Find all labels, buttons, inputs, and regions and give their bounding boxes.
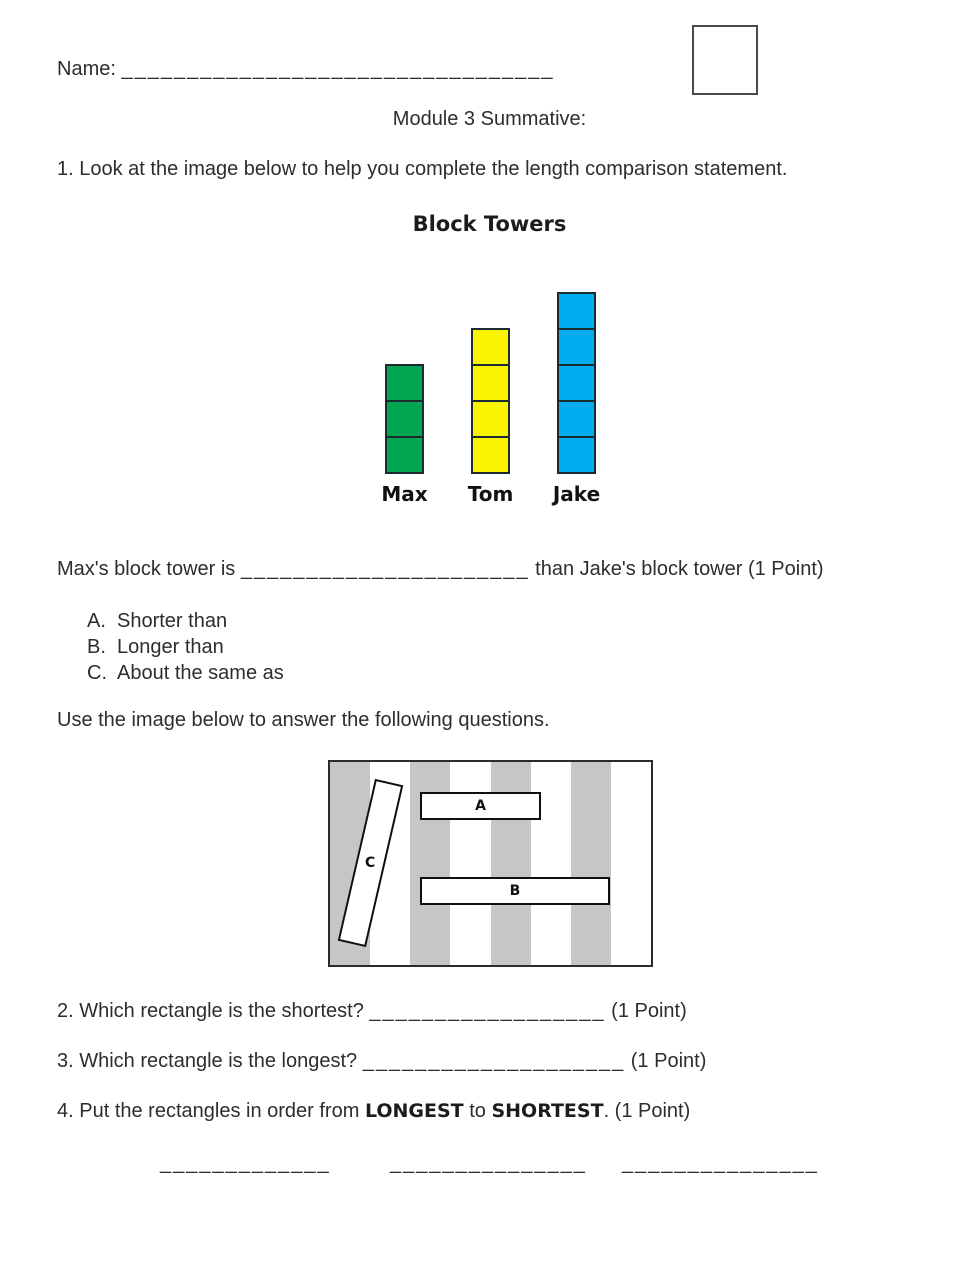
- tower-block: [471, 436, 510, 474]
- name-row: [57, 57, 555, 81]
- q2-line: [57, 999, 687, 1023]
- answer-blank-3: _______________: [622, 1152, 819, 1174]
- tower-label-max: Max: [381, 482, 428, 506]
- score-box: [692, 25, 758, 95]
- q3-blank: ____________________: [362, 1050, 626, 1072]
- q2-text: 2. Which rectangle is the shortest?: [57, 1000, 364, 1022]
- tower-block: [471, 328, 510, 366]
- choice-row-c: [87, 660, 284, 686]
- tower-block: [557, 400, 596, 438]
- q2-blank: __________________: [369, 1000, 606, 1022]
- tower-label-jake: Jake: [552, 482, 601, 506]
- q4-line: [57, 1099, 690, 1123]
- choice-label-b: Longer than: [117, 636, 224, 658]
- name-label: Name:: [57, 58, 116, 80]
- name-blank-line: _________________________________: [121, 58, 555, 80]
- q3-points: (1 Point): [630, 1050, 707, 1072]
- q2-points: (1 Point): [611, 1000, 687, 1022]
- statement-after: than Jake's block tower (1 Point): [535, 558, 824, 580]
- choice-letter-b: B.: [87, 636, 106, 658]
- choice-letter-c: C.: [87, 662, 107, 684]
- tower-jake: [552, 292, 601, 506]
- tower-label-tom: Tom: [467, 482, 514, 506]
- choice-row-a: [87, 608, 284, 634]
- q3-text: 3. Which rectangle is the longest?: [57, 1050, 358, 1072]
- q1-prompt: 1. Look at the image below to help you complete the length comparison statement.: [57, 158, 788, 180]
- section2-intro: Use the image below to answer the following questions.: [57, 709, 550, 731]
- tower-block: [557, 436, 596, 474]
- rectangle-label-a: A: [475, 798, 486, 814]
- choice-row-b: [87, 634, 284, 660]
- statement-before: Max's block tower is: [57, 558, 236, 580]
- stripe: [611, 762, 651, 965]
- q4-shortest: SHORTEST: [491, 1100, 604, 1122]
- tower-block: [471, 400, 510, 438]
- tower-max: [381, 364, 428, 506]
- tower-block: [471, 364, 510, 402]
- statement-blank: ______________________: [240, 558, 530, 580]
- rectangle-b: [420, 877, 610, 905]
- choice-letter-a: A.: [87, 610, 106, 632]
- q3-line: [57, 1049, 706, 1073]
- block-towers-figure: [381, 284, 601, 506]
- tower-block: [385, 400, 424, 438]
- q4-before: 4. Put the rectangles in order from: [57, 1100, 360, 1122]
- tower-block: [557, 292, 596, 330]
- rectangle-label-c: C: [365, 855, 376, 871]
- tower-block: [557, 364, 596, 402]
- tower-tom: [467, 328, 514, 506]
- q4-after: . (1 Point): [603, 1100, 691, 1122]
- tower-block: [385, 364, 424, 402]
- rectangle-a: [420, 792, 541, 820]
- q1-choices: [87, 608, 284, 686]
- block-towers-title: Block Towers: [412, 212, 567, 236]
- tower-block: [557, 328, 596, 366]
- answer-blank-1: _____________: [160, 1152, 331, 1174]
- rectangle-label-b: B: [509, 883, 521, 899]
- q1-statement: [57, 557, 824, 581]
- rectangles-figure: [328, 760, 653, 967]
- page-title: Module 3 Summative:: [392, 108, 587, 130]
- answer-blank-2: _______________: [390, 1152, 587, 1174]
- choice-label-a: Shorter than: [117, 610, 228, 632]
- tower-block: [385, 436, 424, 474]
- q4-to: to: [469, 1100, 486, 1122]
- choice-label-c: About the same as: [117, 662, 284, 684]
- stripe: [571, 762, 611, 965]
- q4-longest: LONGEST: [364, 1100, 464, 1122]
